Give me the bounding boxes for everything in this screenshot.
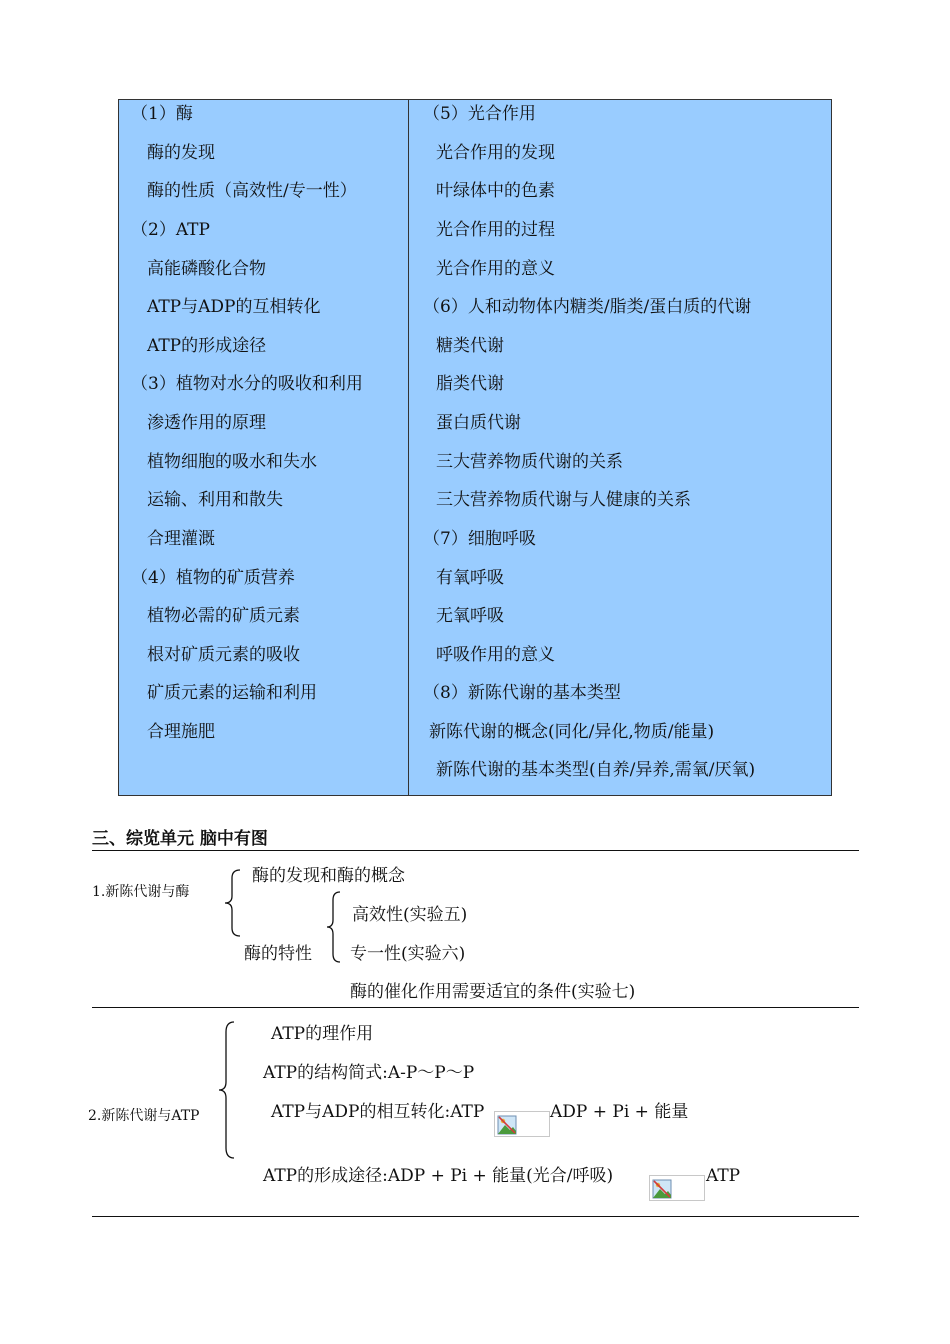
list-item: 合理施肥 bbox=[147, 722, 215, 742]
diagram2-item3-pre: ATP与ADP的相互转化:ATP bbox=[271, 1102, 485, 1122]
table-divider bbox=[408, 100, 409, 795]
diagram2-item2: ATP的结构简式:A-P～P～P bbox=[263, 1063, 475, 1083]
list-item: （5）光合作用 bbox=[423, 104, 536, 124]
list-item: 光合作用的意义 bbox=[436, 259, 555, 279]
list-item: （2）ATP bbox=[131, 220, 210, 240]
list-item: 植物细胞的吸水和失水 bbox=[147, 452, 317, 472]
list-item: 高能磷酸化合物 bbox=[147, 259, 266, 279]
diagram1-prop2: 专一性(实验六) bbox=[350, 944, 466, 964]
list-item: 三大营养物质代谢与人健康的关系 bbox=[436, 490, 691, 510]
diagram1-property-label: 酶的特性 bbox=[244, 944, 312, 964]
divider-line bbox=[92, 850, 859, 851]
list-item: （3）植物对水分的吸收和利用 bbox=[131, 374, 363, 394]
list-item: 酶的发现 bbox=[147, 143, 215, 163]
diagram1-conditions: 酶的催化作用需要适宜的条件(实验七) bbox=[350, 982, 636, 1002]
broken-image-icon bbox=[652, 1179, 672, 1199]
diagram2-label: 2.新陈代谢与ATP bbox=[88, 1108, 200, 1124]
list-item: 无氧呼吸 bbox=[436, 606, 504, 626]
left-brace-icon bbox=[324, 890, 344, 964]
arrow-image-placeholder bbox=[494, 1111, 550, 1137]
diagram2-item1: ATP的理作用 bbox=[271, 1024, 374, 1044]
list-item: 新陈代谢的概念(同化/异化,物质/能量) bbox=[429, 722, 715, 742]
left-brace-icon bbox=[216, 1020, 238, 1160]
outline-table bbox=[118, 99, 832, 796]
list-item: 根对矿质元素的吸收 bbox=[147, 645, 300, 665]
diagram1-prop1: 高效性(实验五) bbox=[352, 905, 468, 925]
list-item: 蛋白质代谢 bbox=[436, 413, 521, 433]
list-item: 脂类代谢 bbox=[436, 374, 504, 394]
list-item: ATP与ADP的互相转化 bbox=[147, 297, 321, 317]
arrow-image-placeholder bbox=[649, 1175, 705, 1201]
diagram2-item4-post: ATP bbox=[706, 1166, 741, 1186]
diagram2-item4-pre: ATP的形成途径:ADP + Pi + 能量(光合/呼吸) bbox=[263, 1166, 614, 1186]
divider-line bbox=[92, 1216, 859, 1217]
diagram2-item3-post: ADP + Pi + 能量 bbox=[550, 1102, 689, 1122]
section-heading: 三、综览单元 脑中有图 bbox=[92, 829, 268, 849]
list-item: ATP的形成途径 bbox=[147, 336, 267, 356]
list-item: 新陈代谢的基本类型(自养/异养,需氧/厌氧) bbox=[436, 760, 756, 780]
list-item: （7）细胞呼吸 bbox=[423, 529, 536, 549]
list-item: 糖类代谢 bbox=[436, 336, 504, 356]
list-item: 运输、利用和散失 bbox=[147, 490, 283, 510]
list-item: 三大营养物质代谢的关系 bbox=[436, 452, 623, 472]
list-item: 呼吸作用的意义 bbox=[436, 645, 555, 665]
divider-line bbox=[92, 1007, 859, 1008]
list-item: 渗透作用的原理 bbox=[147, 413, 266, 433]
list-item: （1）酶 bbox=[131, 104, 193, 124]
list-item: 矿质元素的运输和利用 bbox=[147, 683, 317, 703]
broken-image-icon bbox=[497, 1115, 517, 1135]
list-item: 酶的性质（高效性/专一性） bbox=[147, 181, 357, 201]
list-item: 光合作用的发现 bbox=[436, 143, 555, 163]
list-item: 有氧呼吸 bbox=[436, 568, 504, 588]
left-brace-icon bbox=[222, 868, 244, 938]
list-item: 植物必需的矿质元素 bbox=[147, 606, 300, 626]
list-item: 叶绿体中的色素 bbox=[436, 181, 555, 201]
list-item: 光合作用的过程 bbox=[436, 220, 555, 240]
list-item: （6）人和动物体内糖类/脂类/蛋白质的代谢 bbox=[423, 297, 752, 317]
list-item: （4）植物的矿质营养 bbox=[131, 568, 295, 588]
list-item: （8）新陈代谢的基本类型 bbox=[423, 683, 621, 703]
diagram1-discovery: 酶的发现和酶的概念 bbox=[252, 866, 405, 886]
list-item: 合理灌溉 bbox=[147, 529, 215, 549]
diagram1-label: 1.新陈代谢与酶 bbox=[92, 884, 190, 900]
